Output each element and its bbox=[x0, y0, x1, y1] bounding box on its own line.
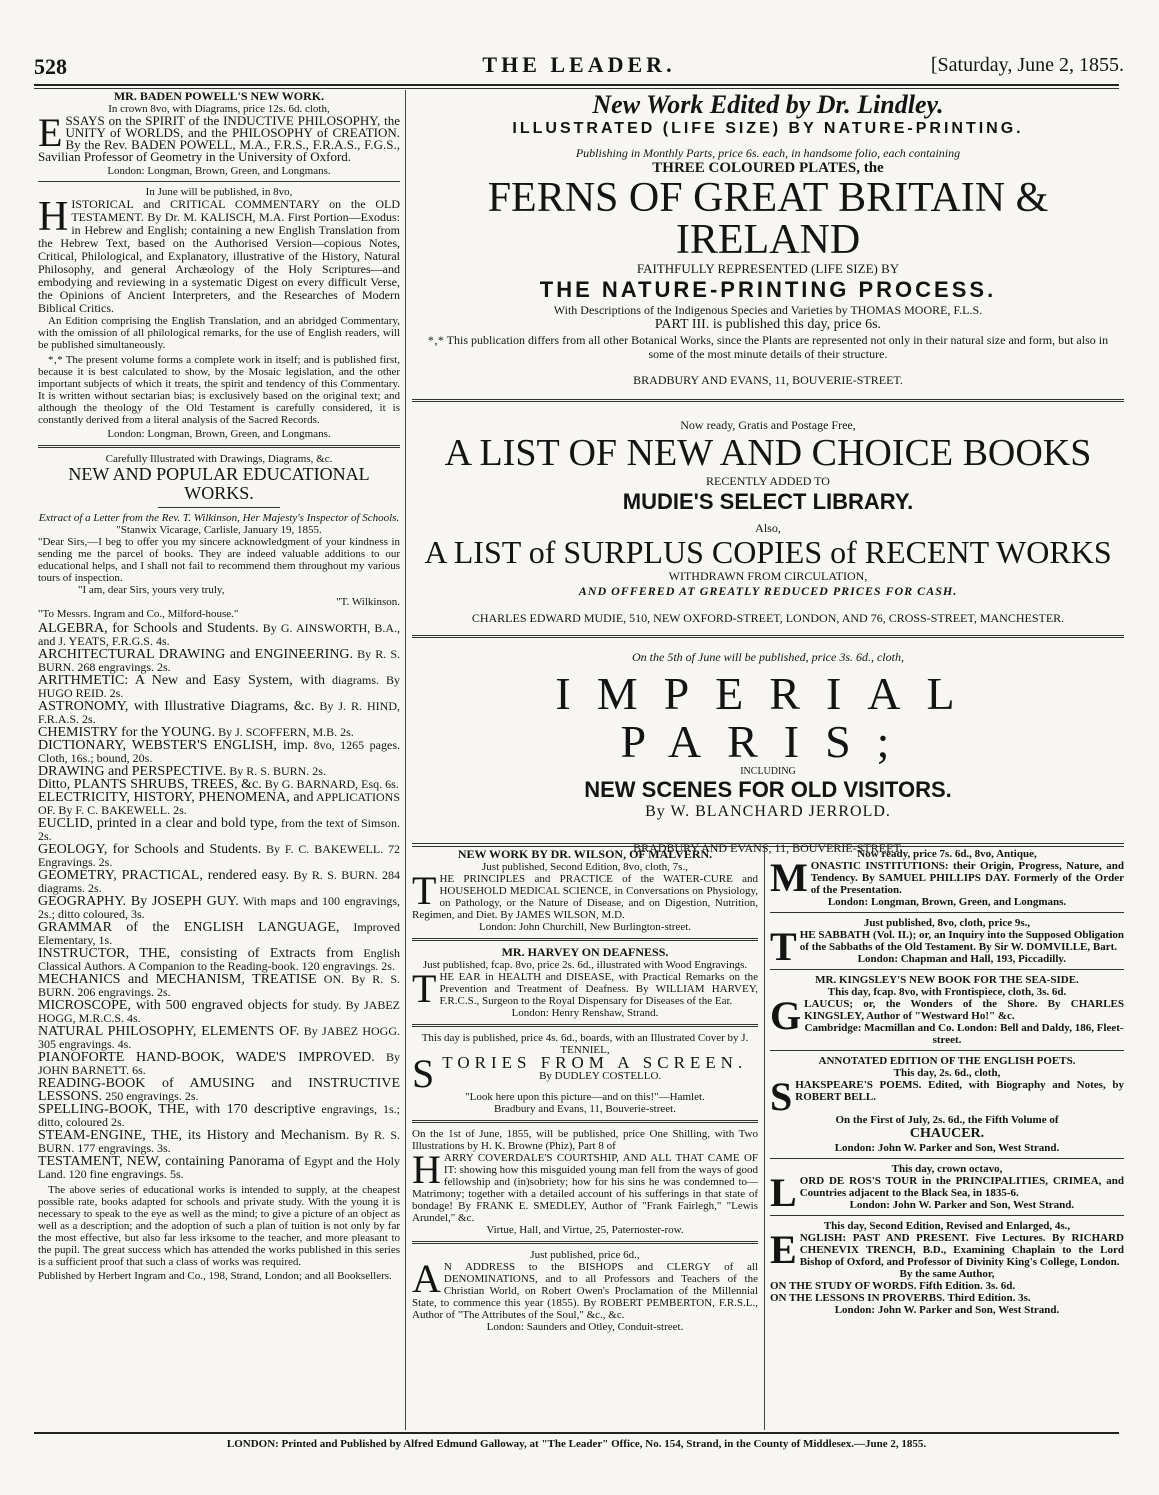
list-item: ALGEBRA, for Schools and Students. By G. AINSWORTH, B.A., and J. YEATS, F.R.G.S. 4s. bbox=[38, 621, 401, 648]
ad-publisher: Published by Herbert Ingram and Co., 198, Strand, London; and all Booksellers. bbox=[38, 1270, 392, 1282]
monastic-ad bbox=[770, 848, 1124, 908]
left-column bbox=[38, 90, 400, 1282]
divider bbox=[158, 507, 280, 508]
ferns-process: THE NATURE-PRINTING PROCESS. bbox=[539, 277, 997, 302]
list-item: SPELLING-BOOK, THE, with 170 descriptive engravings, 1s.; ditto, coloured 2s. bbox=[38, 1102, 400, 1129]
ad-body: THE SABBATH (Vol. II.); or, an Inquiry into the Supposed Obligation of the Sabbaths of the Old Testament. By Sir W. DOMVILLE, Bart. bbox=[770, 924, 1124, 969]
masthead bbox=[34, 50, 1124, 86]
drop-cap: E bbox=[38, 110, 63, 155]
ad-heading: MR. KINGSLEY'S NEW BOOK FOR THE SEA-SIDE. bbox=[815, 974, 1079, 986]
ad-intro: Just published, 8vo, cloth, price 9s., bbox=[863, 917, 1031, 929]
list-item: PIANOFORTE HAND-BOOK, WADE'S IMPROVED. By JOHN BARNETT. 6s. bbox=[38, 1050, 401, 1077]
imperial-title: IMPERIAL PARIS; bbox=[555, 668, 981, 767]
ad-body: THE EAR in HEALTH and DISEASE, with Practical Remarks on the Prevention and Treatment of Deafness. By WILLIAM HARVEY, F.R.C.S., Surgeon to the Royal Dispensary for Diseases of the Ear. bbox=[412, 966, 758, 1011]
ad-intro: This day, crown octavo, bbox=[891, 1163, 1003, 1175]
ad-intro: On the 1st of June, 1855, will be published, price One Shilling, with Two Illustrations by H. K. Browne (Phiz), Part 8 of bbox=[412, 1128, 758, 1152]
ad-publisher: London: Longman, Brown, Green, and Longmans. bbox=[107, 165, 331, 177]
drop-cap: S bbox=[770, 1074, 793, 1119]
ad-heading: NEW WORK BY DR. WILSON, OF MALVERN. bbox=[457, 847, 713, 861]
ad-intro: Just published, fcap. 8vo, price 2s. 6d., illustrated with Wood Engravings. bbox=[422, 959, 748, 971]
ad-intro: Carefully Illustrated with Drawings, Diagrams, &c. bbox=[105, 453, 333, 465]
ferns-part: PART III. is published this day, price 6s. bbox=[654, 317, 882, 332]
ad-heading: MR. HARVEY ON DEAFNESS. bbox=[501, 945, 669, 959]
wilson-ad bbox=[412, 848, 758, 933]
ad-publisher: London: Longman, Brown, Green, and Longmans. bbox=[827, 896, 1067, 908]
issue-date: [Saturday, June 2, 1855. bbox=[930, 54, 1124, 76]
ad-body: LORD DE ROS'S TOUR in the PRINCIPALITIES, CRIMEA, and Countries adjacent to the Black Sea, in 1835-6. bbox=[770, 1170, 1124, 1215]
ad-intro: Now ready, price 7s. 6d., 8vo, Antique, bbox=[857, 848, 1037, 860]
list-item: READING-BOOK of AMUSING and INSTRUCTIVE LESSONS. 250 engravings. 2s. bbox=[38, 1076, 400, 1104]
list-item: Ditto, PLANTS SHRUBS, TREES, &c. By G. BARNARD, Esq. 6s. bbox=[38, 777, 399, 792]
harvey-ad bbox=[412, 946, 758, 1019]
mudie-recently: RECENTLY ADDED TO bbox=[706, 474, 830, 488]
list-item: GEOLOGY, for Schools and Students. By F. C. BAKEWELL. 72 Engravings. 2s. bbox=[38, 842, 401, 869]
footer-rule bbox=[34, 1432, 1119, 1434]
ad-words: ON THE STUDY OF WORDS. Fifth Edition. 3s. 6d. bbox=[770, 1280, 1016, 1292]
educational-ad bbox=[38, 453, 400, 1282]
ad-intro: In crown 8vo, with Diagrams, price 12s. 6d. cloth, bbox=[108, 103, 330, 115]
ferns-note: *‚* This publication differs from all other Botanical Works, since the Plants are represented not only in their natural size and form, but also in some of the most minute details of their structure. bbox=[427, 333, 1109, 361]
ad-author: By DUDLEY COSTELLO. bbox=[539, 1070, 662, 1082]
ad-intro: This day is published, price 4s. 6d., boards, with an Illustrated Cover by J. TENNIEL, bbox=[421, 1032, 749, 1056]
ad-body: A N ADDRESS to the BISHOPS and CLERGY of all DENOMINATIONS, and to all Professors and Teachers of the Christian World, on Robert Owen's Proclamation of the Millennial State, to commence this year (1855). By ROBERT PEMBERTON, F.R.S.L., Author of "The Attributes of the Soul," &c., &c. bbox=[412, 1256, 758, 1321]
drop-cap: E bbox=[770, 1227, 797, 1272]
divider bbox=[770, 1050, 1124, 1051]
list-item: DICTIONARY, WEBSTER'S ENGLISH, imp. 8vo, 1265 pages. Cloth, 16s.; bound, 20s. bbox=[38, 738, 400, 765]
ferns-descriptions: With Descriptions of the Indigenous Species and Varieties by THOMAS MOORE, F.L.S. bbox=[553, 303, 983, 317]
list-item: ARITHMETIC: A New and Easy System, with diagrams. By HUGO REID. 2s. bbox=[38, 673, 400, 700]
drop-cap: L bbox=[770, 1170, 797, 1215]
ad-publisher: London: Henry Renshaw, Strand. bbox=[511, 1007, 659, 1019]
ad-intro: Just published, Second Edition, 8vo, cloth, 7s., bbox=[482, 861, 688, 873]
ferns-title: FERNS OF GREAT BRITAIN & IRELAND bbox=[487, 175, 1049, 263]
drop-cap: T bbox=[770, 924, 797, 969]
mudie-withdrawn: WITHDRAWN FROM CIRCULATION, bbox=[668, 569, 868, 583]
sabbath-ad bbox=[770, 917, 1124, 969]
ad-publisher: London: Chapman and Hall, 193, Piccadilly. bbox=[857, 953, 1067, 965]
mudie-ad bbox=[412, 418, 1124, 625]
list-item: GEOMETRY, PRACTICAL, rendered easy. By R. S. BURN. 284 diagrams. 2s. bbox=[38, 868, 400, 895]
divider bbox=[770, 912, 1124, 913]
list-item: EUCLID, printed in a clear and bold type, from the text of Simson. 2s. bbox=[38, 816, 401, 843]
letter-sign: "T. Wilkinson. bbox=[336, 596, 400, 608]
extract-title: Extract of a Letter from the Rev. T. Wilkinson, Her Majesty's Inspector of Schools. bbox=[38, 512, 400, 524]
divider bbox=[412, 938, 758, 941]
ad-publisher: London: John W. Parker and Son, West Strand. bbox=[834, 1142, 1060, 1154]
divider bbox=[38, 181, 400, 182]
ad-note: *‚* The present volume forms a complete work in itself; and is published first, because it is best calculated to show, by the Mosaic legislation, and the other important subjects of which it treats, the spirit and tendency of this Commentary. It is written without sectarian bias; is exclusively based on the original text; and although the theology of the Old Testament is carefully considered, it is constantly derived from a literal analysis of the Sacred Records. bbox=[38, 354, 400, 426]
ad-intro: Just published, price 6d., bbox=[530, 1249, 640, 1261]
ad-body: ESSAYS on the SPIRIT of the INDUCTIVE PHILOSOPHY, the UNITY of WORLDS, and the PHILOSOPHY of CREATION. By the Rev. BADEN POWELL, M.A., F.R.S., F.R.A.S., F.G.S., Savilian Professor of Geometry in the University of Oxford. bbox=[38, 110, 400, 164]
ad-quote: "Look here upon this picture—and on this!"—Hamlet. bbox=[465, 1091, 705, 1103]
list-item: INSTRUCTOR, THE, consisting of Extracts from English Classical Authors. A Companion to the Reading-book. 120 engravings. 2s. bbox=[38, 946, 400, 973]
ad-edition: An Edition comprising the English Translation, and an abridged Commentary, with the omission of all philological remarks, for the use of English readers, will be published simultaneously. bbox=[38, 315, 400, 351]
letter-close: "I am, dear Sirs, yours very truly, bbox=[78, 584, 225, 596]
subcolumn-a bbox=[412, 848, 758, 1333]
list-item: ELECTRICITY, HISTORY, PHENOMENA, and APPLICATIONS OF. By F. C. BAKEWELL. 2s. bbox=[38, 790, 400, 817]
drop-cap: G bbox=[770, 993, 802, 1038]
ad-publisher: London: John W. Parker and Son, West Strand. bbox=[849, 1199, 1075, 1211]
ad-title: STORIES FROM A SCREEN. bbox=[412, 1051, 748, 1096]
imprint-footer: LONDON: Printed and Published by Alfred Edmund Galloway, at "The Leader" Office, No. 154, Strand, in the County of Middlesex.—June 2, 1855. bbox=[226, 1438, 927, 1450]
letter-place: "Stanwix Vicarage, Carlisle, January 19, 1855. bbox=[116, 524, 322, 536]
english-ad bbox=[770, 1220, 1124, 1316]
kingsley-ad bbox=[770, 974, 1124, 1046]
mudie-title: A LIST OF NEW AND CHOICE BOOKS bbox=[444, 432, 1092, 474]
imperial-including: INCLUDING bbox=[740, 766, 796, 777]
ad-heading: NEW AND POPULAR EDUCATIONAL WORKS. bbox=[68, 464, 370, 503]
list-item: MECHANICS and MECHANISM, TREATISE ON. By R. S. BURN. 206 engravings. 2s. bbox=[38, 972, 400, 999]
poets-ad bbox=[770, 1055, 1124, 1154]
de-ros-ad bbox=[770, 1163, 1124, 1215]
divider bbox=[770, 969, 1124, 970]
ad-publisher: Bradbury and Evans, 11, Bouverie-street. bbox=[494, 1103, 676, 1115]
imperial-subtitle: NEW SCENES FOR OLD VISITORS. bbox=[584, 777, 952, 802]
masthead-rule bbox=[34, 84, 1119, 86]
divider bbox=[770, 1215, 1124, 1216]
mudie-now-ready: Now ready, Gratis and Postage Free, bbox=[680, 418, 856, 432]
ad-heading: ANNOTATED EDITION OF THE ENGLISH POETS. bbox=[818, 1055, 1076, 1067]
drop-cap: H bbox=[38, 194, 69, 240]
drop-cap: T bbox=[412, 868, 437, 913]
divider bbox=[412, 399, 1124, 402]
divider bbox=[412, 635, 1124, 638]
subcolumn-b bbox=[770, 848, 1124, 1316]
list-item: GEOGRAPHY. By JOSEPH GUY. With maps and 100 engravings, 2s.; ditto coloured, 3s. bbox=[38, 894, 400, 921]
ad-body: MONASTIC INSTITUTIONS: their Origin, Progress, Nature, and Tendency. By SAMUEL PHILLIPS DAY. Formerly of the Order of the Presentation. bbox=[770, 855, 1124, 900]
ad-intro: This day, 2s. 6d., cloth, bbox=[893, 1067, 1001, 1079]
ferns-ornate-heading: New Work Edited by Dr. Lindley. bbox=[592, 90, 944, 119]
page-number: 528 bbox=[34, 54, 67, 79]
drop-cap: S bbox=[412, 1051, 440, 1096]
address-ad bbox=[412, 1249, 758, 1333]
paper-title: THE LEADER. bbox=[482, 52, 676, 77]
harry-ad bbox=[412, 1128, 758, 1236]
ad-publisher: London: John W. Parker and Son, West Strand. bbox=[834, 1304, 1060, 1316]
closing-note: The above series of educational works is intended to supply, at the cheapest possible rate, books adapted for schools and private study. With the young it is necessary to speak to the eye as well as the mind; to give a picture of an object as well as a description; and the adoption of such a plan of tuition is not only by far the most effective, but also far less irksome to the teacher, and more pleasant to the pupil. The great success which has attended the works published in this series is a sufficient proof that such a class of works was required. bbox=[38, 1184, 400, 1268]
ferns-publishing: Publishing in Monthly Parts, price 6s. each, in handsome folio, each containing bbox=[575, 146, 961, 160]
letter-body: "Dear Sirs,—I beg to offer you my sincere acknowledgment of your kindness in sending me the parcel of books. They are indeed valuable additions to our educational helps, and I shall not fail to recommend them throughout my various tours of inspection. bbox=[38, 536, 400, 584]
list-item: TESTAMENT, NEW, containing Panorama of Egypt and the Holy Land. 120 fine engravings. 5s. bbox=[38, 1154, 400, 1181]
list-item: CHEMISTRY for the YOUNG. By J. SCOFFERN, M.B. 2s. bbox=[38, 725, 354, 740]
ad-publisher: Virtue, Hall, and Virtue, 25, Paternoster-row. bbox=[486, 1224, 684, 1236]
ad-intro: In June will be published, in 8vo, bbox=[145, 186, 293, 198]
drop-cap: H bbox=[412, 1147, 441, 1192]
subcolumn-divider bbox=[764, 848, 765, 1430]
imperial-publisher: BRADBURY AND EVANS, 11, BOUVERIE-STREET. bbox=[633, 841, 903, 855]
ad-chaucer: CHAUCER. bbox=[909, 1126, 985, 1141]
mudie-also: Also, bbox=[755, 521, 781, 535]
ad-heading: MR. BADEN POWELL'S NEW WORK. bbox=[113, 89, 325, 103]
ad-next: On the First of July, 2s. 6d., the Fifth Volume of bbox=[835, 1114, 1059, 1126]
list-item: ASTRONOMY, with Illustrative Diagrams, &c. By J. R. HIND, F.R.A.S. 2s. bbox=[38, 699, 400, 726]
ad-body: THE PRINCIPLES and PRACTICE of the WATER-CURE and HOUSEHOLD MEDICAL SCIENCE, in Conversations on Physiology, on Pathology, or the Nature of Disease, and on Digestion, Nutrition, Regimen, and Diet. By JAMES WILSON, M.D. bbox=[412, 868, 758, 921]
powell-ad bbox=[38, 90, 400, 177]
book-list bbox=[38, 622, 400, 1181]
stories-ad bbox=[412, 1032, 758, 1115]
ad-body: GLAUCUS; or, the Wonders of the Shore. By CHARLES KINGSLEY, Author of "Westward Ho!" &c. bbox=[770, 993, 1124, 1038]
ad-body: SHAKSPEARE'S POEMS. Edited, with Biography and Notes, by ROBERT BELL. bbox=[770, 1074, 1124, 1119]
list-item: NATURAL PHILOSOPHY, ELEMENTS OF. By JABEZ HOGG. 305 engravings. 4s. bbox=[38, 1024, 401, 1051]
divider bbox=[38, 445, 400, 448]
ad-body: ENGLISH: PAST AND PRESENT. Five Lectures. By RICHARD CHENEVIX TRENCH, B.D., Examining Chaplain to the Lord Bishop of Oxford, and Professor of Divinity King's College, London. bbox=[770, 1227, 1124, 1272]
column-divider bbox=[405, 90, 406, 1430]
imperial-intro: On the 5th of June will be published, price 3s. 6d., cloth, bbox=[632, 650, 904, 664]
ad-publisher: London: Saunders and Otley, Conduit-street. bbox=[486, 1321, 684, 1333]
list-item: STEAM-ENGINE, THE, its History and Mechanism. By R. S. BURN. 177 engravings. 3s. bbox=[38, 1128, 400, 1155]
drop-cap: T bbox=[412, 966, 437, 1011]
ferns-illustrated: ILLUSTRATED (LIFE SIZE) BY NATURE-PRINTING. bbox=[512, 120, 1024, 137]
drop-cap: M bbox=[770, 855, 808, 900]
letter-to: "To Messrs. Ingram and Co., Milford-house." bbox=[38, 608, 239, 620]
list-item: MICROSCOPE, with 500 engraved objects for study. By JABEZ HOGG, M.R.C.S. 4s. bbox=[38, 998, 400, 1025]
imperial-paris-ad bbox=[412, 650, 1124, 855]
imperial-author: By W. BLANCHARD JERROLD. bbox=[645, 803, 891, 820]
right-column bbox=[412, 90, 1124, 855]
ad-body: HARRY COVERDALE'S COURTSHIP, AND ALL THAT CAME OF IT: showing how this misguided young man fell from the ways of good fellowship and (in)sobriety; how for his sins he was condemned to—Matrimony; together with a detailed account of his sufferings in that state of bondage! By FRANK E. SMEDLEY, Author of "Frank Fairlegh," "Lewis Arundel," &c. bbox=[412, 1147, 758, 1224]
divider bbox=[770, 1158, 1124, 1159]
drop-cap: A bbox=[412, 1256, 441, 1301]
ad-intro: This day, Second Edition, Revised and Enlarged, 4s., bbox=[823, 1220, 1071, 1232]
list-item: GRAMMAR of the ENGLISH LANGUAGE, Improved Elementary, 1s. bbox=[38, 920, 400, 947]
divider bbox=[412, 1024, 758, 1027]
mudie-offered: AND OFFERED AT GREATLY REDUCED PRICES FOR CASH. bbox=[578, 584, 958, 598]
ferns-faithfully: FAITHFULLY REPRESENTED (LIFE SIZE) BY bbox=[636, 261, 900, 276]
mudie-address: CHARLES EDWARD MUDIE, 510, NEW OXFORD-STREET, LONDON, AND 76, CROSS-STREET, MANCHESTER. bbox=[471, 611, 1065, 625]
ad-intro: This day, fcap. 8vo, with Frontispiece, cloth, 3s. 6d. bbox=[827, 986, 1067, 998]
list-item: ARCHITECTURAL DRAWING and ENGINEERING. By R. S. BURN. 268 engravings. 2s. bbox=[38, 647, 401, 674]
ad-publisher: London: John Churchill, New Burlington-street. bbox=[478, 921, 692, 933]
kalisch-ad bbox=[38, 186, 400, 440]
ad-proverbs: ON THE LESSONS IN PROVERBS. Third Edition. 3s. bbox=[770, 1292, 1031, 1304]
ferns-publisher: BRADBURY AND EVANS, 11, BOUVERIE-STREET. bbox=[633, 373, 903, 387]
mudie-surplus: A LIST of SURPLUS COPIES of RECENT WORKS bbox=[424, 534, 1112, 570]
ad-publisher: London: Longman, Brown, Green, and Longmans. bbox=[107, 428, 331, 440]
ad-same-author: By the same Author, bbox=[899, 1268, 995, 1280]
ferns-plates: THREE COLOURED PLATES, the bbox=[652, 160, 884, 176]
section-rule bbox=[412, 843, 1124, 844]
ad-publisher: Cambridge: Macmillan and Co. London: Bell and Daldy, 186, Fleet-street. bbox=[804, 1022, 1124, 1046]
ferns-ad bbox=[412, 90, 1124, 387]
list-item: DRAWING and PERSPECTIVE. By R. S. BURN. 2s. bbox=[38, 764, 326, 779]
ad-body: HISTORICAL and CRITICAL COMMENTARY on the OLD TESTAMENT. By Dr. M. KALISCH, M.A. First Portion—Exodus: in Hebrew and English; containing a new English Translation from the Hebrew Text, based on the Authorised Version—copious Notes, Critical, Philological, and Explanatory, illustrative of the History, Natural Philosophy, and general Archæology of the Holy Scriptures—and embodying and reviewing in a systematic Digest on every difficult Verse, the Opinions of Ancient Interpreters, and the Researches of Modern Biblical Critics. bbox=[38, 194, 400, 315]
mudie-library: MUDIE'S SELECT LIBRARY. bbox=[622, 489, 914, 514]
divider bbox=[412, 1120, 758, 1123]
divider bbox=[412, 1241, 758, 1244]
